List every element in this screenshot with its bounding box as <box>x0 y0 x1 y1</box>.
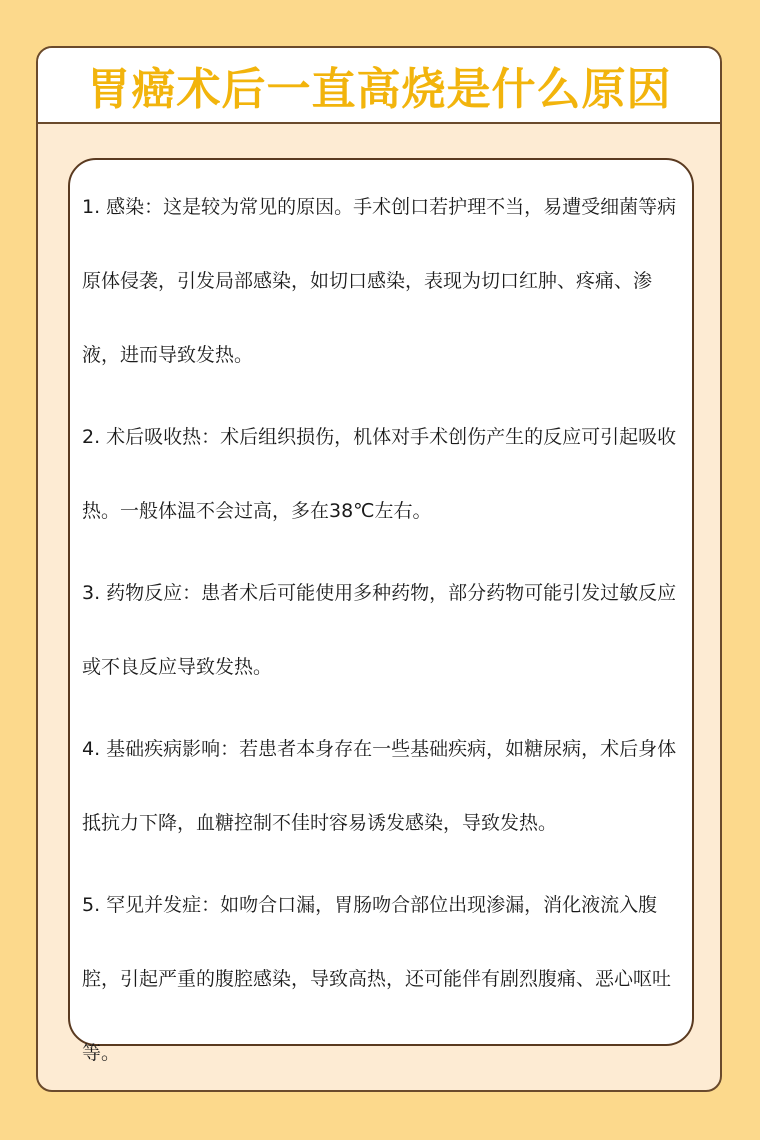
paragraph-rare-complication: 5. 罕见并发症：如吻合口漏，胃肠吻合部位出现渗漏，消化液流入腹腔，引起严重的腹腔感染，导致高热，还可能伴有剧烈腹痛、恶心呕吐等。 <box>82 894 672 1064</box>
page-title: 胃癌术后一直高烧是什么原因 <box>86 64 672 115</box>
outer-card <box>36 46 722 1092</box>
content-card <box>68 158 694 1064</box>
paragraph-infection: 1. 感染：这是较为常见的原因。手术创口若护理不当，易遭受细菌等病原体侵袭，引发局部感染，如切口感染，表现为切口红肿、疼痛、渗液，进而导致发热。 <box>82 196 677 366</box>
paragraph-absorption-fever: 2. 术后吸收热：术后组织损伤，机体对手术创伤产生的反应可引起吸收热。一般体温不会过高，多在38℃左右。 <box>82 426 677 522</box>
paragraph-drug-reaction: 3. 药物反应：患者术后可能使用多种药物，部分药物可能引发过敏反应或不良反应导致发热。 <box>82 582 677 678</box>
title-bar <box>38 48 720 124</box>
paragraph-underlying-disease: 4. 基础疾病影响：若患者本身存在一些基础疾病，如糖尿病，术后身体抵抗力下降，血糖控制不佳时容易诱发感染，导致发热。 <box>82 738 677 834</box>
